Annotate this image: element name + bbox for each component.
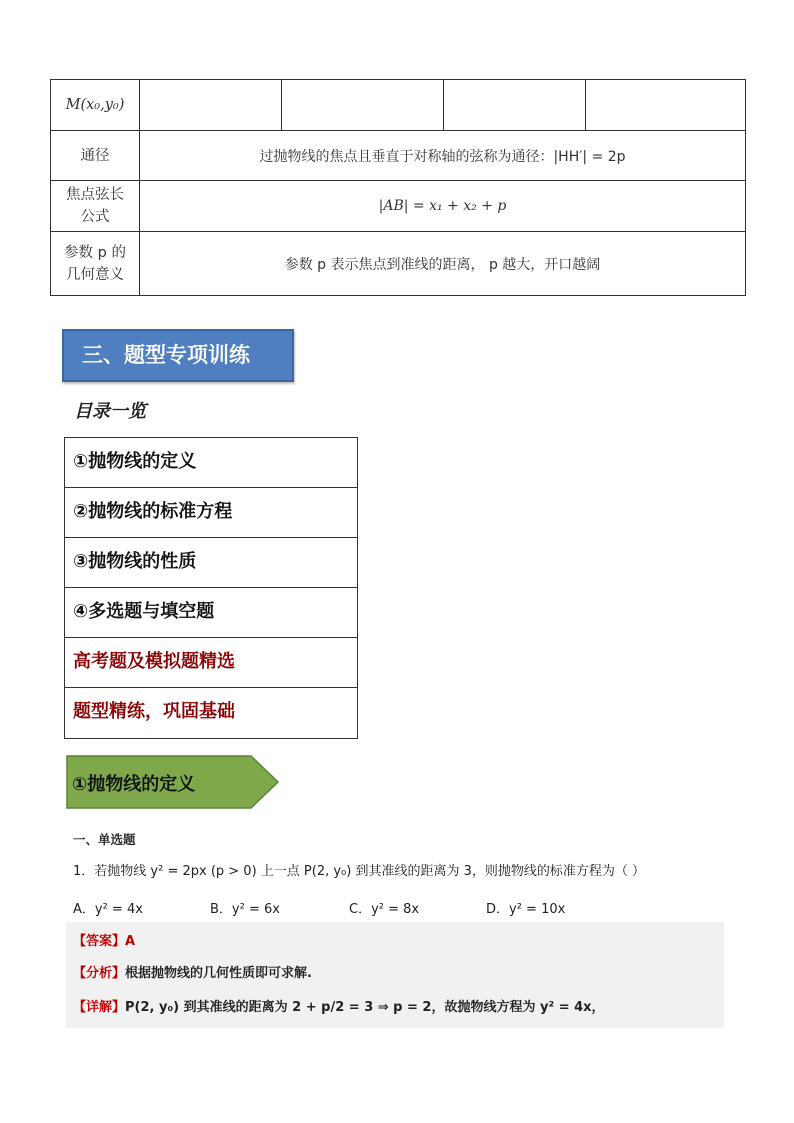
toc-item-exam-selection[interactable]: 高考题及模拟题精选 (64, 637, 358, 687)
analysis-tag: 【分析】 (73, 966, 126, 981)
analysis-line (73, 962, 312, 981)
table-row (51, 181, 746, 232)
table-cell (586, 80, 746, 131)
table-row (51, 80, 746, 131)
detail-text: P(2, y₀) 到其准线的距离为 2 + p/2 = 3 ⇒ p = 2，故抛物线方程为 y² = 4x， (125, 1000, 605, 1015)
row-label-line: 参数 p 的 (64, 244, 126, 261)
latus-rectum-value: 过抛物线的焦点且垂直于对称轴的弦称为通径：|HH′| = 2p (140, 131, 746, 181)
analysis-text: 根据抛物线的几何性质即可求解. (125, 966, 312, 981)
parameter-meaning-value: 参数 p 表示焦点到准线的距离， p 越大，开口越阔 (140, 232, 746, 296)
answer-box (66, 922, 724, 1028)
row-label-focal-chord (51, 181, 140, 232)
parabola-properties-table (50, 79, 746, 296)
option-d: D．y² = 10x (486, 902, 566, 917)
topic-heading: ①抛物线的定义 (72, 774, 196, 795)
table-of-contents (64, 437, 358, 739)
table-row (51, 232, 746, 296)
answer-value: A (125, 934, 136, 949)
toc-item-properties[interactable]: ③抛物线的性质 (64, 537, 358, 587)
toc-item-practice[interactable]: 题型精练，巩固基础 (64, 687, 358, 739)
table-cell (444, 80, 586, 131)
table-row (51, 131, 746, 181)
options-row (73, 898, 713, 916)
table-cell (282, 80, 444, 131)
row-label-line: 公式 (80, 209, 110, 225)
toc-item-multi-choice[interactable]: ④多选题与填空题 (64, 587, 358, 637)
detail-tag: 【详解】 (73, 1000, 126, 1015)
focal-chord-formula: |AB| = x₁ + x₂ + p (140, 181, 746, 232)
answer-line (73, 930, 135, 949)
row-label-parameter-meaning (51, 232, 140, 296)
row-label-line: 几何意义 (66, 266, 124, 283)
toc-title: 目录一览 (74, 401, 146, 422)
option-a: A．y² = 4x (73, 902, 143, 917)
option-b: B．y² = 6x (210, 902, 280, 917)
question-type-heading: 一、单选题 (73, 832, 136, 847)
table-cell (140, 80, 282, 131)
row-label-point: M(x₀,y₀) (51, 80, 140, 131)
detail-line (73, 996, 605, 1015)
toc-item-definition[interactable]: ①抛物线的定义 (64, 437, 358, 487)
row-label-latus-rectum: 通径 (51, 131, 140, 181)
option-c: C．y² = 8x (349, 902, 420, 917)
question-text: 1．若抛物线 y² = 2px (p > 0) 上一点 P(2, y₀) 到其准线的距离为 3，则抛物线的标准方程为（ ） (73, 864, 645, 879)
section-banner: 三、题型专项训练 (62, 329, 294, 382)
toc-item-standard-equation[interactable]: ②抛物线的标准方程 (64, 487, 358, 537)
answer-tag: 【答案】 (73, 934, 126, 949)
row-label-line: 焦点弦长 (66, 187, 124, 203)
